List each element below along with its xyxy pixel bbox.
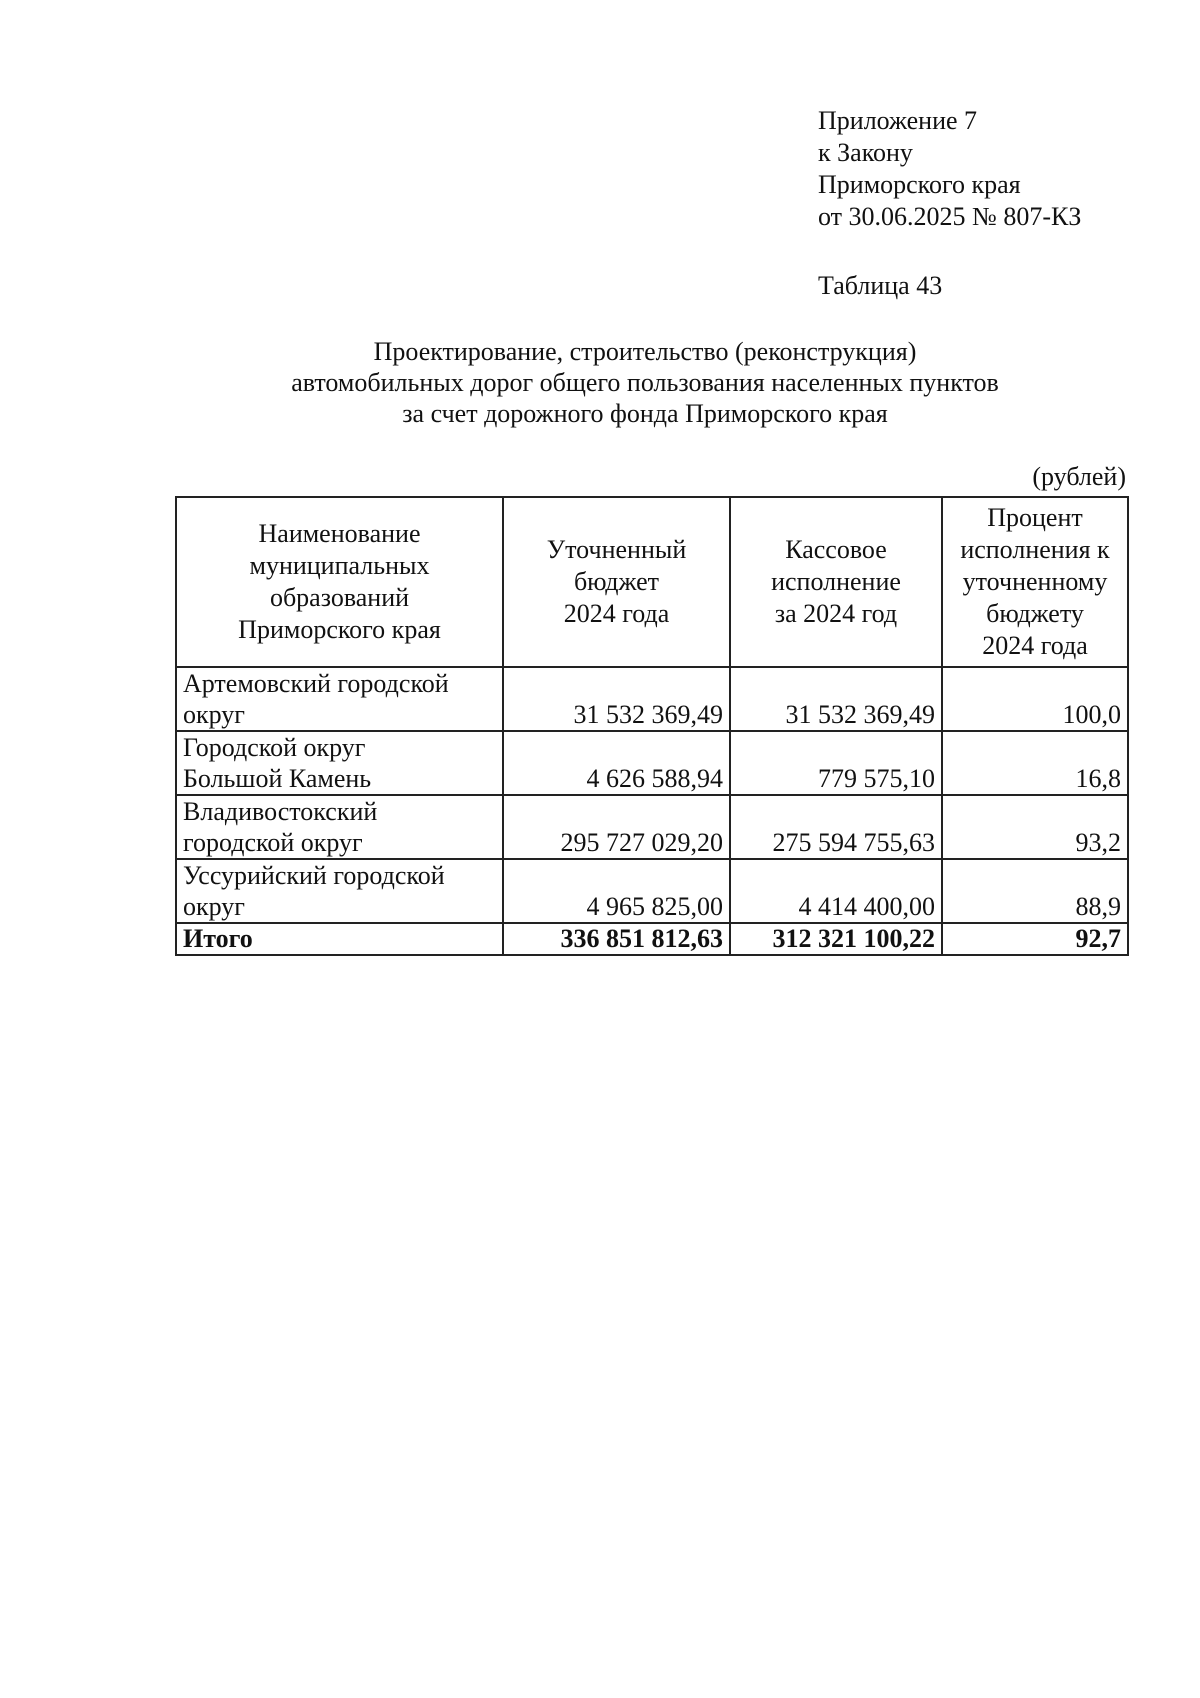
title-line: Проектирование, строительство (реконструкция) bbox=[373, 337, 917, 366]
table-row bbox=[176, 667, 1128, 731]
municipality-name: Артемовский городской округ bbox=[176, 667, 503, 731]
header-municipality: Наименование муниципальных образований Приморского края bbox=[176, 497, 503, 667]
total-percent-value: 92,7 bbox=[942, 923, 1128, 955]
table-row bbox=[176, 731, 1128, 795]
table-header-row bbox=[176, 497, 1128, 667]
budget-value: 31 532 369,49 bbox=[503, 667, 730, 731]
table-number: Таблица 43 bbox=[818, 271, 943, 300]
appendix-line: от 30.06.2025 № 807-КЗ bbox=[818, 202, 1082, 231]
appendix-line: Приложение 7 bbox=[818, 106, 978, 135]
municipality-name: Уссурийский городской округ bbox=[176, 859, 503, 923]
total-row bbox=[176, 923, 1128, 955]
header-budget: Уточненный бюджет 2024 года bbox=[503, 497, 730, 667]
budget-table bbox=[175, 496, 1129, 956]
budget-value: 4 965 825,00 bbox=[503, 859, 730, 923]
budget-value: 295 727 029,20 bbox=[503, 795, 730, 859]
total-execution-value: 312 321 100,22 bbox=[730, 923, 942, 955]
budget-value: 4 626 588,94 bbox=[503, 731, 730, 795]
header-percent: Процент исполнения к уточненному бюджету 2024 года bbox=[942, 497, 1128, 667]
appendix-line: Приморского края bbox=[818, 170, 1021, 199]
units-label: (рублей) bbox=[1032, 462, 1126, 491]
execution-value: 275 594 755,63 bbox=[730, 795, 942, 859]
execution-value: 4 414 400,00 bbox=[730, 859, 942, 923]
appendix-line: к Закону bbox=[818, 138, 913, 167]
document-title bbox=[170, 336, 1120, 429]
percent-value: 100,0 bbox=[942, 667, 1128, 731]
percent-value: 93,2 bbox=[942, 795, 1128, 859]
title-line: автомобильных дорог общего пользования населенных пунктов bbox=[291, 368, 999, 397]
municipality-name: Владивостокский городской округ bbox=[176, 795, 503, 859]
total-budget-value: 336 851 812,63 bbox=[503, 923, 730, 955]
header-execution: Кассовое исполнение за 2024 год bbox=[730, 497, 942, 667]
table-row bbox=[176, 859, 1128, 923]
municipality-name: Городской округ Большой Камень bbox=[176, 731, 503, 795]
appendix-reference bbox=[818, 105, 1081, 233]
percent-value: 88,9 bbox=[942, 859, 1128, 923]
execution-value: 779 575,10 bbox=[730, 731, 942, 795]
execution-value: 31 532 369,49 bbox=[730, 667, 942, 731]
total-label: Итого bbox=[176, 923, 503, 955]
title-line: за счет дорожного фонда Приморского края bbox=[402, 399, 888, 428]
percent-value: 16,8 bbox=[942, 731, 1128, 795]
table-row bbox=[176, 795, 1128, 859]
